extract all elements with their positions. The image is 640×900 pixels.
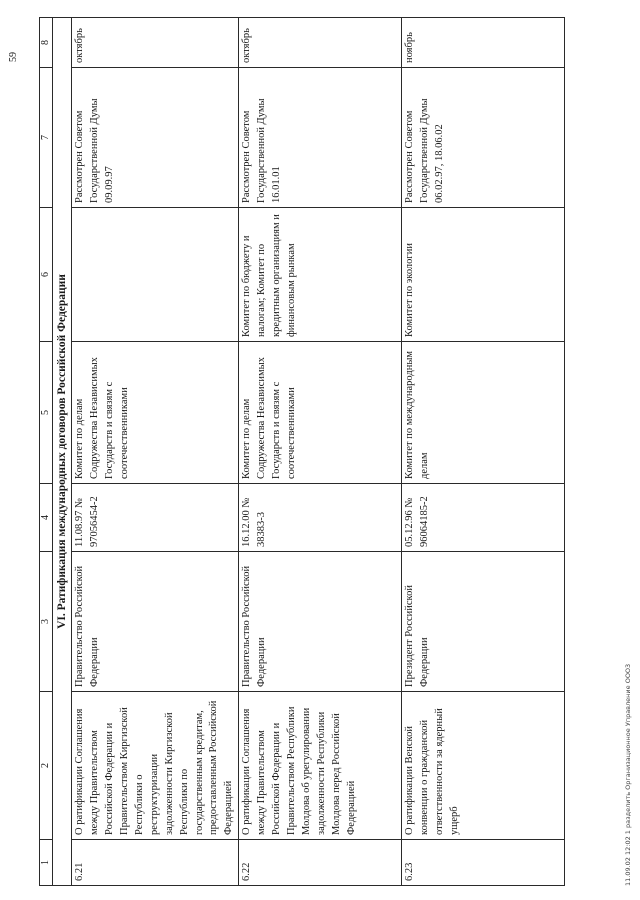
- row-number: 6.21: [72, 840, 239, 886]
- table-row: [72, 18, 239, 886]
- responsible-committee: Комитет по делам Содружества Независимых Государств и связям с соотечественниками: [239, 342, 402, 484]
- table-row: [239, 18, 402, 886]
- status: Рассмотрен Советом Государственной Думы 09.09.97: [72, 68, 239, 208]
- legislation-table: [39, 17, 565, 886]
- registration: 11.08.97 № 97056454-2: [72, 484, 239, 552]
- status: Рассмотрен Советом Государственной Думы 06.02.97, 18.06.02: [402, 68, 565, 208]
- column-number: 6: [40, 208, 53, 342]
- column-number: 5: [40, 342, 53, 484]
- section-title: VI. Ратификация международных договоров Российской Федерации: [53, 18, 72, 886]
- registration: 16.12.00 № 38383-3: [239, 484, 402, 552]
- column-number: 3: [40, 552, 53, 692]
- page-footer: 11.09.02 12:02 1 разделить Организационное Управление ООО3: [624, 663, 632, 886]
- bill-title: О ратификации Соглашения между Правительством Российской Федерации и Правительством Киргизской Республики о реструктуризации задолженности Киргизской Республики по государственным кредитам, предоставленным Российской Федерацией: [72, 692, 239, 840]
- column-number: 2: [40, 692, 53, 840]
- column-number: 7: [40, 68, 53, 208]
- month: октябрь: [239, 18, 402, 68]
- initiator: Правительство Российской Федерации: [239, 552, 402, 692]
- responsible-committee: Комитет по международным делам: [402, 342, 565, 484]
- registration: 05.12.96 № 96064185-2: [402, 484, 565, 552]
- column-number: 1: [40, 840, 53, 886]
- initiator: Правительство Российской Федерации: [72, 552, 239, 692]
- column-number-row: [40, 18, 53, 886]
- section-row: [53, 18, 72, 886]
- column-number: 4: [40, 484, 53, 552]
- table-row: [402, 18, 565, 886]
- responsible-committee: Комитет по делам Содружества Независимых Государств и связям с соотечественниками: [72, 342, 239, 484]
- month: ноябрь: [402, 18, 565, 68]
- row-number: 6.22: [239, 840, 402, 886]
- bill-title: О ратификации Венской конвенции о гражданской ответственности за ядерный ущерб: [402, 692, 565, 840]
- bill-title: О ратификации Соглашения между Правительством Российской Федерации и Правительством Республики Молдова об урегулировании задолженности Республики Молдова перед Российской Федерацией: [239, 692, 402, 840]
- co-committee: Комитет по экологии: [402, 208, 565, 342]
- month: октябрь: [72, 18, 239, 68]
- co-committee: [72, 208, 239, 342]
- status: Рассмотрен Советом Государственной Думы 16.01.01: [239, 68, 402, 208]
- initiator: Президент Российской Федерации: [402, 552, 565, 692]
- row-number: 6.23: [402, 840, 565, 886]
- page-number: 59: [8, 52, 19, 62]
- co-committee: Комитет по бюджету и налогам; Комитет по кредитным организациям и финансовым рынкам: [239, 208, 402, 342]
- column-number: 8: [40, 18, 53, 68]
